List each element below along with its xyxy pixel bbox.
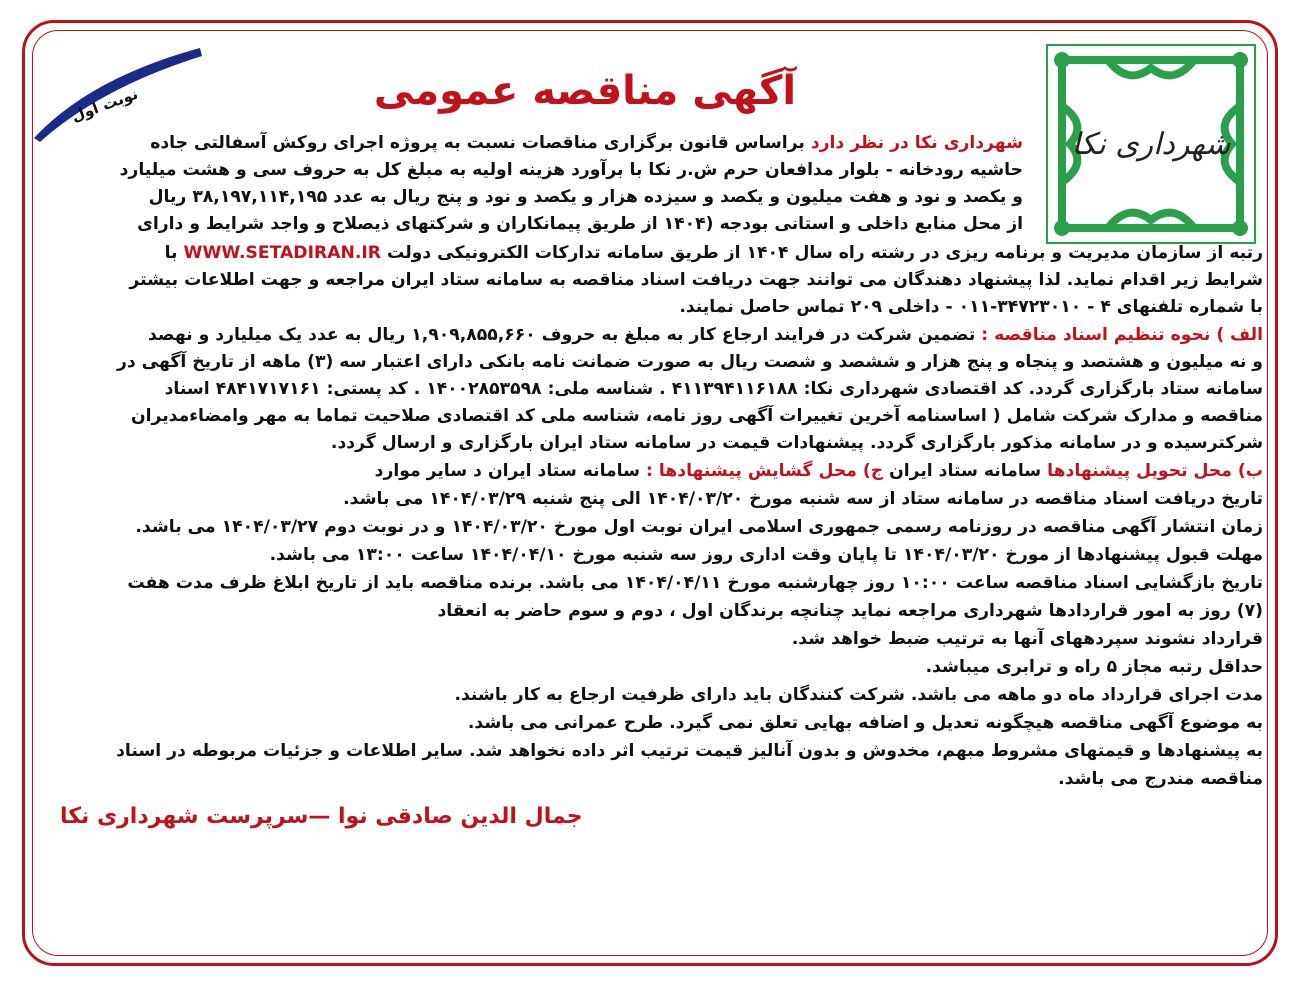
detail-line: به پیشنهادها و قیمتهای مشروط مبهم، مخدوش و بدون آنالیز قیمت ترتیب اثر داده نخواهد شد. سایر اطلاعات و جزئیات مربوطه در اسناد [116, 741, 1263, 761]
detail-line: (۷) روز به امور قراردادها شهرداری مراجعه نماید چنانچه برندگان اول ، دوم و سوم حاضر به انعقاد [437, 601, 1263, 621]
signature: جمال الدین صادقی نوا —سرپرست شهرداری نکا [60, 804, 583, 829]
detail-line: تاریخ بازگشایی اسناد مناقصه ساعت ۱۰:۰۰ روز چهارشنبه مورخ ۱۴۰۴/۰۴/۱۱ می باشد. برنده مناقصه باید از تاریخ ابلاغ ظرف مدت هفت [127, 573, 1263, 593]
intro-line-2: حاشیه رودخانه - بلوار مدافعان حرم ش.ر نکا با برآورد هزینه اولیه به مبلغ کل به حروف سی و هشت میلیارد [119, 160, 1023, 180]
intro-line-6: شرایط زیر اقدام نماید. لذا پیشنهاد دهندگان می توانند جهت دریافت اسناد مناقصه به سامانه ستاد ایران مراجعه و جهت اطلاعات بیشتر [129, 270, 1263, 290]
page-title: آگهی مناقصه عمومی [373, 68, 797, 114]
detail-line: قرارداد نشوند سپردههای آنها به ترتیب ضبط خواهد شد. [791, 629, 1263, 649]
intro-line-1 [150, 130, 1023, 156]
intro-line-5 [165, 240, 1263, 266]
municipality-logo [1046, 44, 1256, 244]
section-a-line-5: شرکترسیده و در سامانه مذکور بارگزاری گردد. پیشنهادات قیمت در سامانه ستاد ایران بارگزاری و ارسال گردد. [330, 433, 1263, 453]
intro-line-7: با شماره تلفنهای ۴ - ۳۴۷۲۳۰۱۰-۰۱۱ - داخلی ۲۰۹ تماس حاصل نمایند. [679, 297, 1263, 317]
section-a-line-1 [148, 322, 1263, 348]
detail-line: زمان انتشار آگهی مناقصه در روزنامه رسمی جمهوری اسلامی ایران نوبت اول مورخ ۱۴۰۴/۰۳/۲۰ و در نوبت دوم ۱۴۰۴/۰۳/۲۷ می باشد. [135, 517, 1263, 537]
section-a-heading: الف ) نحوه تنظیم اسناد مناقصه : [975, 325, 1263, 345]
intro-line-4: از محل منابع داخلی و استانی بودجه (۱۴۰۴ از طریق پیمانکاران و شرکتهای ذیصلاح و واجد شرایط و دارای [137, 214, 1023, 234]
detail-line: تاریخ دریافت اسناد مناقصه در سامانه ستاد از سه شنبه مورخ ۱۴۰۴/۰۳/۲۰ الی پنج شنبه ۱۴۰۴/۰۳/۲۹ می باشد. [343, 489, 1263, 509]
detail-line: مناقصه مندرج می باشد. [1058, 769, 1263, 789]
logo-text: شهرداری نکا [1071, 126, 1231, 162]
detail-line: مدت اجرای قرارداد ماه دو ماهه می باشد. شرکت کنندگان باید دارای ظرفیت ارجاع به کار باشند. [454, 685, 1263, 705]
section-b-text: سامانه ستاد ایران [883, 461, 1048, 481]
section-b-heading: ب) محل تحویل پیشنهادها [1047, 461, 1263, 481]
intro-text: براساس قانون برگزاری مناقصات نسبت به پروژه اجرای روکش آسفالتی جاده [150, 133, 811, 153]
detail-line: حداقل رتبه مجاز ۵ راه و ترابری میباشد. [925, 657, 1263, 677]
section-a-line-4: مناقصه و مدارک شرکت شامل ( اساسنامه آخرین تغییرات آگهی روز نامه، شناسه ملی کد اقتصادی صلاحیت تماما به مهر وامضاءمدیران [130, 406, 1263, 426]
detail-line: مهلت قبول پیشنهادها از مورخ ۱۴۰۴/۰۳/۲۰ تا پایان وقت اداری روز سه شنبه مورخ ۱۴۰۴/۰۴/۱۰ ساعت ۱۳:۰۰ می باشد. [269, 545, 1263, 565]
detail-line: به موضوع آگهی مناقصه هیچگونه تعدیل و اضافه بهایی تعلق نمی گیرد. طرح عمرانی می باشد. [467, 713, 1263, 733]
intro-text: با [164, 243, 184, 263]
section-a-text: تضمین شرکت در فرایند ارجاع کار به مبلغ به حروف ۱,۹۰۹,۸۵۵,۶۶۰ ریال به عدد یک میلیارد و نهصد [147, 325, 976, 345]
org-name: شهرداری نکا در نظر دارد [810, 133, 1023, 153]
first-publication-badge [30, 38, 205, 142]
section-c-text: سامانه ستاد ایران د سایر موارد [374, 461, 647, 481]
badge-text: نوبت اول [69, 84, 141, 126]
section-b-line [375, 458, 1263, 484]
section-a-line-3: سامانه ستاد بارگزاری گردد. کد اقتصادی شهرداری نکا: ۴۱۱۳۹۴۱۱۶۱۸۸ . شناسه ملی: ۱۴۰۰۲۸۵۳۵۹۸ . کد پستی: ۴۸۴۱۷۱۷۱۶۱ اسناد [164, 379, 1263, 399]
section-a-line-2: و نه میلیون و هشتصد و پنجاه و پنج هزار و ششصد و شصت ریال به صورت ضمانت نامه بانکی دارای اعتبار سه (۳) ماهه از تاریخ آگهی در [116, 352, 1263, 372]
intro-text: رتبه از سازمان مدیریت و برنامه ریزی در رشته راه سال ۱۴۰۴ از طریق سامانه تدارکات الکترونیکی دولت [381, 243, 1263, 263]
setadiran-link[interactable]: WWW.SETADIRAN.IR [183, 243, 382, 263]
section-c-heading: ج) محل گشایش پیشنهادها : [646, 461, 884, 481]
intro-line-3: و یکصد و نود و هفت میلیون و یکصد و سیزده هزار و یکصد و نود و پنج ریال به عدد ۳۸,۱۹۷,۱۱۴,۱۹۵ ریال [148, 187, 1023, 207]
